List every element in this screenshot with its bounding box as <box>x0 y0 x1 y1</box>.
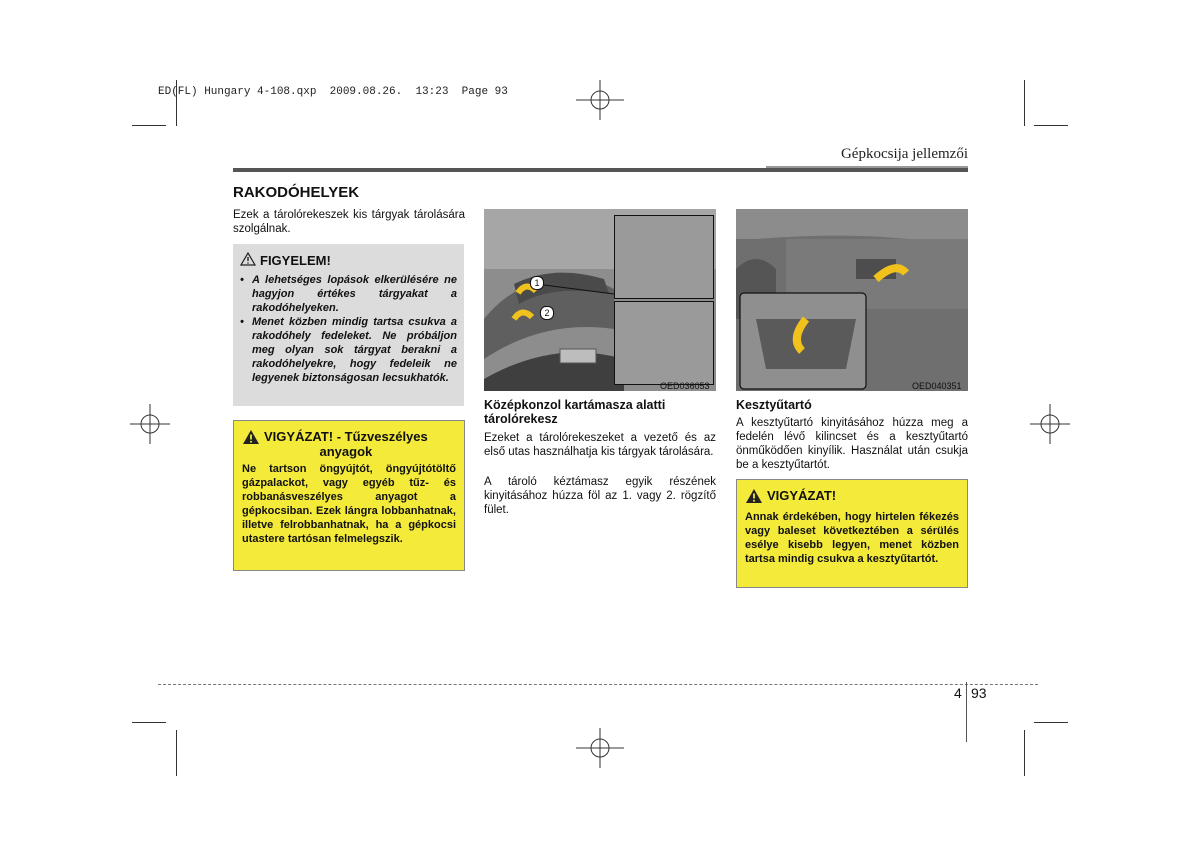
crop-mark <box>132 722 166 723</box>
section-subhead: Középkonzol kartámasza alatti tárolórekesz <box>484 398 666 426</box>
armrest-photo <box>484 209 716 391</box>
warning-triangle-icon <box>745 488 763 507</box>
inset-bottom <box>614 301 714 385</box>
intro-text: Ezek a tárolórekeszek kis tárgyak tárolására szolgálnak. <box>233 209 465 235</box>
caution-note-box <box>233 244 464 406</box>
note-list <box>240 273 457 385</box>
callout-2: 2 <box>540 306 554 320</box>
registration-mark-icon <box>130 404 170 444</box>
figure-code: OED036053 <box>660 381 710 391</box>
body-paragraph: A kesztyűtartó kinyitásához húzza meg a fedelén lévő kilincset és a kesztyűtartó önműködően kinyílik. Használat után csukja be a kesztyűtartót. <box>736 417 968 471</box>
list-item: • Menet közben mindig tartsa csukva a rakodóhely fedeleket. Ne próbáljon meg olyan sok tárgyat berakni a rakodóhelyekre, hogy fedeleik ne legyenek biztonságosan lecsukhatók. <box>240 316 457 384</box>
body-paragraph: A tároló kéztámasz egyik részének kinyitásához húzza föl az 1. vagy 2. rögzítő fület. <box>484 476 716 516</box>
footer-rule <box>158 684 1038 685</box>
warning-text: Ne tartson öngyújtót, öngyújtótöltő gázpalackot, vagy egyéb tűz- és robbanásveszélyes anyagot a gépkocsiban. Ezek lángra lobbanhatnak, illetve felrobbanhatnak, ha a gépkocsi utastere tartósan felmelegszik. <box>242 463 456 545</box>
glovebox-illustration <box>736 209 968 391</box>
callout-1: 1 <box>530 276 544 290</box>
note-title <box>240 252 457 269</box>
warning-title-line1: VIGYÁZAT! - Tűzveszélyes <box>264 429 428 444</box>
body-paragraph: Ezeket a tárolórekeszeket a vezető és az első utas használhatja kis tárgyak tárolására. <box>484 432 716 458</box>
page-title: RAKODÓHELYEK <box>233 184 360 201</box>
page-number: 93 <box>971 685 987 701</box>
warning-title-line2: anyagok <box>319 444 373 459</box>
crop-mark <box>1024 80 1025 126</box>
crop-mark <box>1024 730 1025 776</box>
fire-warning-box <box>233 420 465 571</box>
header-rule <box>233 168 968 172</box>
warning-title-label: VIGYÁZAT! <box>767 488 837 503</box>
warning-text: Annak érdekében, hogy hirtelen fékezés vagy baleset következtében a sérülés esélye kisebb legyen, menet közben tartsa mindig csukva a kesztyűtartót. <box>745 511 959 565</box>
glovebox-photo <box>736 209 968 391</box>
crop-mark <box>176 730 177 776</box>
note-title-label: FIGYELEM! <box>260 253 331 268</box>
registration-mark-icon <box>576 80 624 120</box>
list-item: • A lehetséges lopások elkerülésére ne hagyjon értékes tárgyakat a rakodóhelyeken. <box>240 274 457 314</box>
warning-title <box>242 429 456 459</box>
chapter-number: 4 <box>954 685 962 701</box>
inset-top <box>614 215 714 299</box>
warning-triangle-icon <box>240 252 256 269</box>
crop-mark <box>1034 722 1068 723</box>
section-subhead: Kesztyűtartó <box>736 398 812 412</box>
crop-mark <box>132 125 166 126</box>
registration-mark-icon <box>576 728 624 768</box>
glovebox-warning-box <box>736 479 968 588</box>
figure-code: OED040351 <box>912 381 962 391</box>
section-header: Gépkocsija jellemzői <box>840 146 968 162</box>
page-number-divider <box>966 682 967 742</box>
crop-mark <box>1034 125 1068 126</box>
registration-mark-icon <box>1030 404 1070 444</box>
warning-title <box>745 488 959 507</box>
warning-triangle-icon <box>242 429 260 448</box>
print-slug: ED(FL) Hungary 4-108.qxp 2009.08.26. 13:23 Page 93 <box>158 86 508 98</box>
